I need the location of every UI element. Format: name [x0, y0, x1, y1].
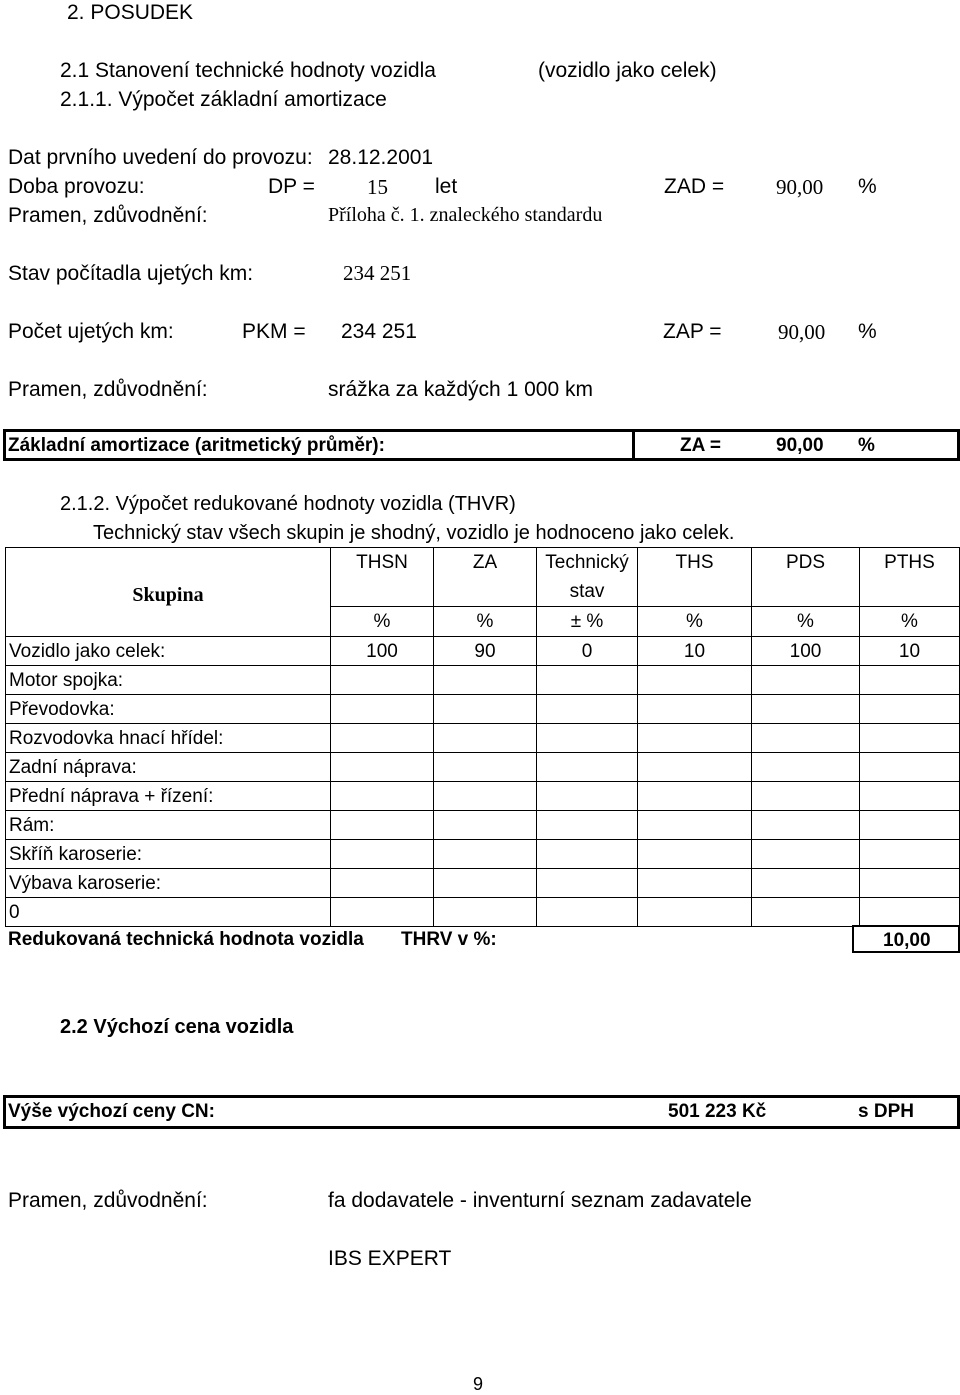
row-cell	[752, 869, 860, 898]
row-cell	[752, 753, 860, 782]
row-cell	[537, 695, 638, 724]
zap-value: 90,00	[778, 320, 826, 344]
source3-value: fa dodavatele - inventurní seznam zadavatele	[328, 1189, 752, 1212]
unit-pths: %	[860, 607, 960, 637]
col-header-thsn-2	[331, 577, 434, 607]
row-cell: 10	[638, 637, 752, 666]
row-cell	[860, 695, 960, 724]
price-value: 501 223 Kč	[668, 1101, 767, 1122]
row-cell	[331, 869, 434, 898]
section-2-1-2-subtitle: Technický stav všech skupin je shodný, vozidlo je hodnoceno jako celek.	[93, 522, 735, 544]
unit-pds: %	[752, 607, 860, 637]
odometer-value: 234 251	[343, 261, 412, 285]
row-cell	[860, 811, 960, 840]
row-label: Výbava karoserie:	[6, 869, 331, 898]
pkm-label: PKM =	[242, 320, 306, 343]
row-cell	[434, 666, 537, 695]
dp-unit: let	[435, 175, 458, 198]
unit-technicky: ± %	[537, 607, 638, 637]
row-cell	[752, 695, 860, 724]
row-label: Rozvodovka hnací hřídel:	[6, 724, 331, 753]
page-number: 9	[473, 1374, 484, 1394]
row-cell	[537, 782, 638, 811]
unit-thsn: %	[331, 607, 434, 637]
source3-label: Pramen, zdůvodnění:	[8, 1189, 208, 1212]
dp-value: 15	[367, 175, 388, 199]
first-use-label: Dat prvního uvedení do provozu:	[8, 146, 313, 169]
first-use-value: 28.12.2001	[328, 146, 434, 169]
row-cell	[537, 666, 638, 695]
row-cell	[434, 753, 537, 782]
za-box-eq: ZA =	[680, 435, 721, 456]
col-header-pds: PDS	[752, 548, 860, 578]
unit-za: %	[434, 607, 537, 637]
row-cell	[537, 898, 638, 927]
table-row	[6, 724, 960, 753]
col-header-ths: THS	[638, 548, 752, 578]
table-row	[6, 666, 960, 695]
row-cell: 100	[331, 637, 434, 666]
table-row	[6, 869, 960, 898]
col-header-pths: PTHS	[860, 548, 960, 578]
za-box-label: Základní amortizace (aritmetický průměr):	[8, 435, 385, 456]
row-cell	[752, 898, 860, 927]
section-2-2-title: 2.2 Výchozí cena vozidla	[60, 1016, 294, 1038]
row-cell	[537, 840, 638, 869]
source2-value: srážka za každých 1 000 km	[328, 378, 593, 401]
price-vat: s DPH	[858, 1101, 914, 1122]
ibs-expert: IBS EXPERT	[328, 1247, 452, 1270]
row-cell: 100	[752, 637, 860, 666]
row-cell	[537, 869, 638, 898]
row-cell	[434, 782, 537, 811]
source-label: Pramen, zdůvodnění:	[8, 204, 208, 227]
zad-unit: %	[858, 175, 877, 198]
thrv-label-2: THRV v %:	[401, 929, 497, 950]
pkm-value: 234 251	[341, 320, 417, 343]
section-heading: 2. POSUDEK	[67, 1, 194, 24]
row-cell	[638, 695, 752, 724]
row-cell	[860, 898, 960, 927]
row-cell	[860, 724, 960, 753]
za-box-divider	[632, 429, 635, 461]
row-cell	[860, 840, 960, 869]
row-cell	[331, 811, 434, 840]
row-label: Zadní náprava:	[6, 753, 331, 782]
row-cell	[434, 811, 537, 840]
table-row	[6, 753, 960, 782]
table-row	[6, 840, 960, 869]
row-label: Motor spojka:	[6, 666, 331, 695]
skupina-table	[5, 547, 960, 927]
za-box-unit: %	[858, 435, 875, 456]
table-row	[6, 898, 960, 927]
row-cell	[434, 695, 537, 724]
row-cell	[638, 840, 752, 869]
km-label: Počet ujetých km:	[8, 320, 174, 343]
row-cell: 0	[537, 637, 638, 666]
row-cell	[331, 666, 434, 695]
row-label: Převodovka:	[6, 695, 331, 724]
table-row	[6, 811, 960, 840]
dp-label: DP =	[268, 175, 315, 198]
row-cell	[752, 666, 860, 695]
row-cell	[331, 782, 434, 811]
col-header-pds-2	[752, 577, 860, 607]
row-label: Přední náprava + řízení:	[6, 782, 331, 811]
row-cell	[860, 869, 960, 898]
col-header-thsn: THSN	[331, 548, 434, 578]
row-cell	[331, 724, 434, 753]
row-cell	[638, 811, 752, 840]
row-cell	[331, 695, 434, 724]
thrv-label: Redukovaná technická hodnota vozidla	[8, 929, 364, 950]
row-cell	[434, 869, 537, 898]
col-header-ths-2	[638, 577, 752, 607]
row-label: 0	[6, 898, 331, 927]
row-cell	[331, 753, 434, 782]
source-value: Příloha č. 1. znaleckého standardu	[328, 204, 603, 226]
table-row	[6, 637, 960, 666]
row-cell	[638, 898, 752, 927]
group-header: Skupina	[6, 548, 331, 607]
col-header-technicky-2: stav	[537, 577, 638, 607]
zad-label: ZAD =	[664, 175, 725, 198]
section-2-1-note: (vozidlo jako celek)	[538, 59, 717, 82]
row-cell	[860, 753, 960, 782]
row-cell	[434, 898, 537, 927]
row-cell	[860, 666, 960, 695]
row-cell	[537, 753, 638, 782]
thrv-value: 10,00	[883, 930, 931, 951]
row-cell	[537, 724, 638, 753]
col-header-za: ZA	[434, 548, 537, 578]
row-label: Skříň karoserie:	[6, 840, 331, 869]
price-label: Výše výchozí ceny CN:	[8, 1101, 215, 1122]
row-cell: 10	[860, 637, 960, 666]
col-header-za-2	[434, 577, 537, 607]
section-2-1-title: 2.1 Stanovení technické hodnoty vozidla	[60, 59, 436, 82]
odometer-label: Stav počítadla ujetých km:	[8, 262, 254, 285]
row-cell	[331, 898, 434, 927]
table-row	[6, 782, 960, 811]
row-cell	[537, 811, 638, 840]
table-row	[6, 695, 960, 724]
unit-ths: %	[638, 607, 752, 637]
section-2-1-2-title: 2.1.2. Výpočet redukované hodnoty vozidla (THVR)	[60, 493, 516, 515]
row-label: Rám:	[6, 811, 331, 840]
row-cell	[752, 782, 860, 811]
row-cell	[752, 724, 860, 753]
za-box-value: 90,00	[776, 435, 824, 456]
row-label: Vozidlo jako celek:	[6, 637, 331, 666]
duration-label: Doba provozu:	[8, 175, 145, 198]
zap-label: ZAP =	[663, 320, 722, 343]
row-cell	[638, 869, 752, 898]
col-header-pths-2	[860, 577, 960, 607]
row-cell	[638, 724, 752, 753]
zap-unit: %	[858, 320, 877, 343]
row-cell	[434, 724, 537, 753]
row-cell	[331, 840, 434, 869]
row-cell: 90	[434, 637, 537, 666]
row-cell	[752, 840, 860, 869]
row-cell	[638, 666, 752, 695]
row-cell	[638, 782, 752, 811]
row-cell	[638, 753, 752, 782]
units-row-label	[6, 607, 331, 637]
col-header-technicky: Technický	[537, 548, 638, 578]
source2-label: Pramen, zdůvodnění:	[8, 378, 208, 401]
row-cell	[752, 811, 860, 840]
zad-value: 90,00	[776, 175, 824, 199]
row-cell	[860, 782, 960, 811]
row-cell	[434, 840, 537, 869]
section-2-1-1-title: 2.1.1. Výpočet základní amortizace	[60, 88, 387, 111]
